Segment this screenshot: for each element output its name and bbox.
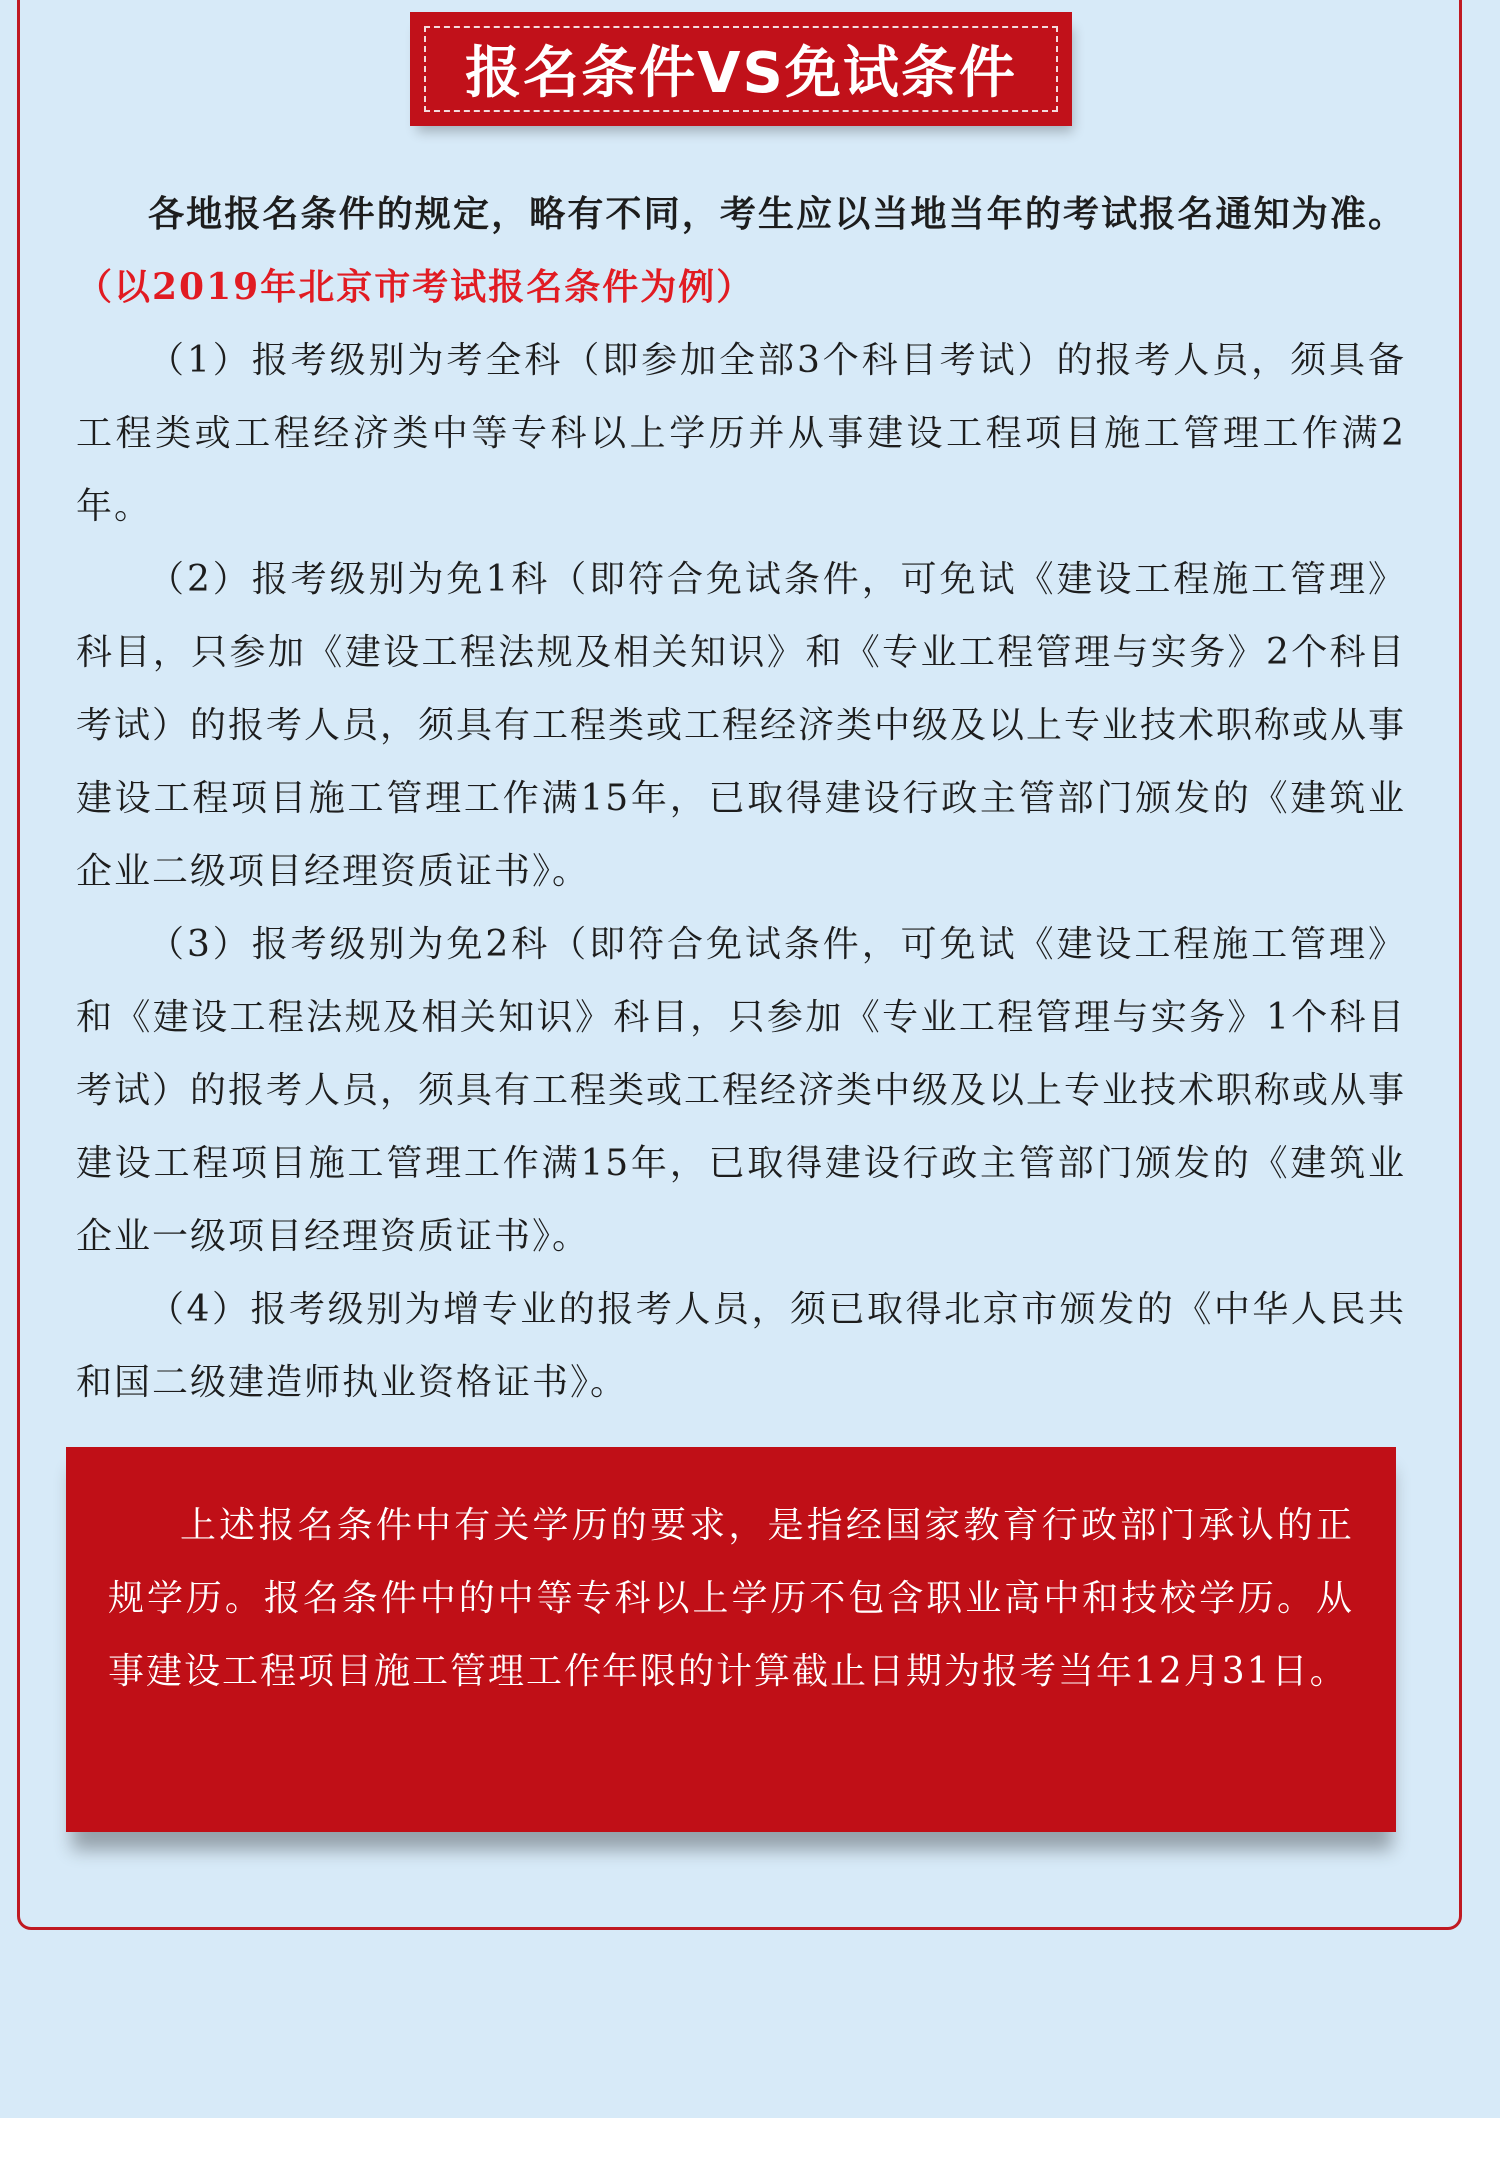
- page-title: 报名条件VS免试条件: [465, 41, 1017, 106]
- intro-text: 各地报名条件的规定，略有不同，考生应以当地当年的考试报名通知为准。: [148, 193, 1406, 235]
- example-note: （以2019年北京市考试报名条件为例）: [76, 266, 755, 308]
- condition-paragraph-4: （4）报考级别为增专业的报考人员，须已取得北京市颁发的《中华人民共和国二级建造师执业资格证书》。: [76, 1289, 1406, 1403]
- condition-paragraph-1: （1）报考级别为考全科（即参加全部3个科目考试）的报考人员，须具备工程类或工程经济类中等专科以上学历并从事建设工程项目施工管理工作满2年。: [76, 340, 1406, 527]
- education-note-text: 上述报名条件中有关学历的要求，是指经国家教育行政部门承认的正规学历。报名条件中的中等专科以上学历不包含职业高中和技校学历。从事建设工程项目施工管理工作年限的计算截止日期为报考当年12月31日。: [108, 1505, 1354, 1692]
- title-banner: [410, 12, 1072, 126]
- intro-paragraph: [76, 178, 1406, 324]
- education-note-box: [66, 1447, 1396, 1832]
- condition-paragraph-2: （2）报考级别为免1科（即符合免试条件，可免试《建设工程施工管理》科目，只参加《建设工程法规及相关知识》和《专业工程管理与实务》2个科目考试）的报考人员，须具有工程类或工程经济类中级及以上专业技术职称或从事建设工程项目施工管理工作满15年，已取得建设行政主管部门颁发的《建筑业企业二级项目经理资质证书》。: [76, 559, 1407, 892]
- condition-paragraph-3: （3）报考级别为免2科（即符合免试条件，可免试《建设工程施工管理》和《建设工程法规及相关知识》科目，只参加《专业工程管理与实务》1个科目考试）的报考人员，须具有工程类或工程经济类中级及以上专业技术职称或从事建设工程项目施工管理工作满15年，已取得建设行政主管部门颁发的《建筑业企业一级项目经理资质证书》。: [76, 924, 1407, 1257]
- conditions-content: [76, 178, 1406, 1419]
